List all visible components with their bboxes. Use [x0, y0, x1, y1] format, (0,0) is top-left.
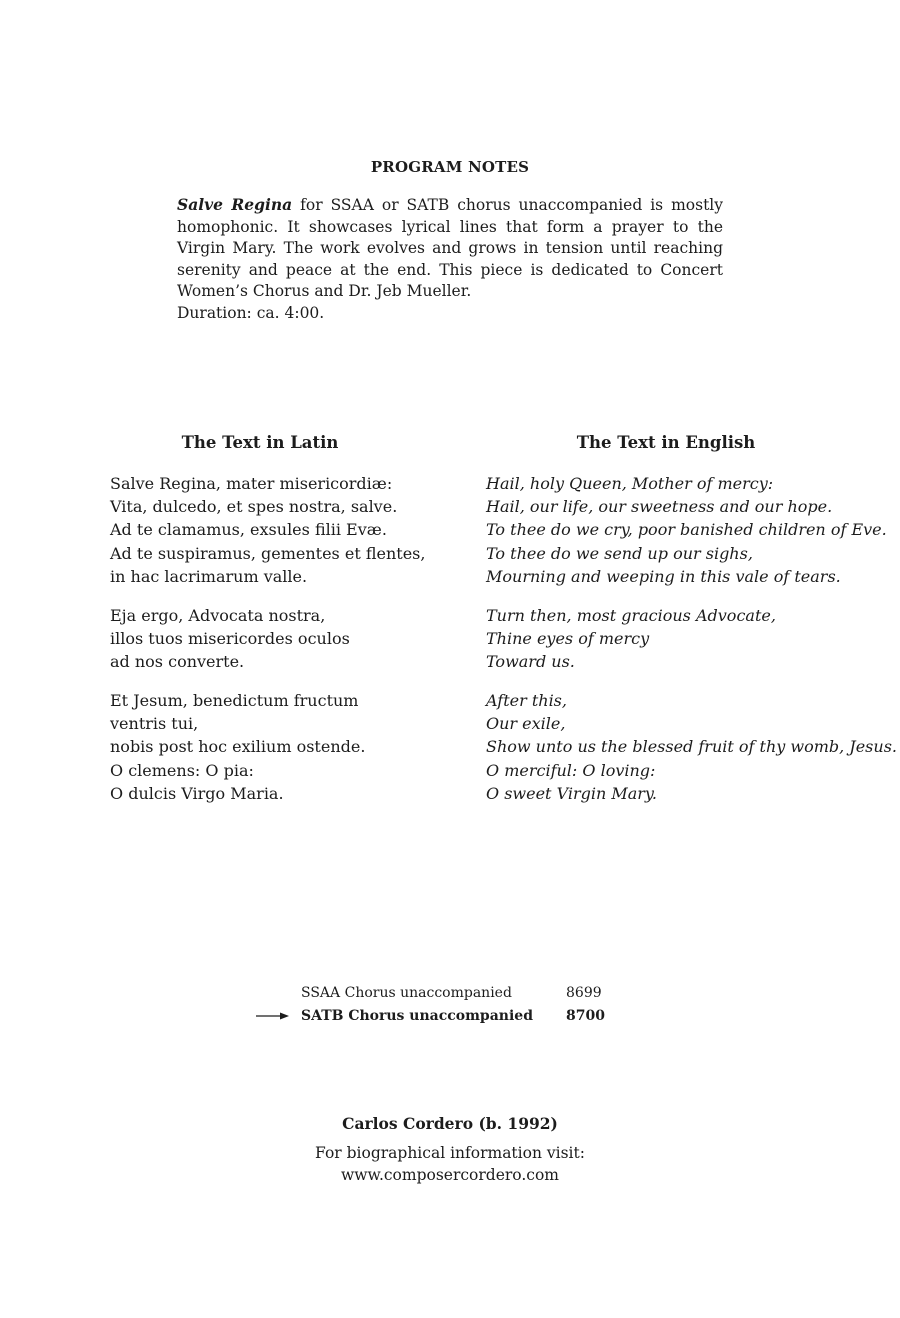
english-line: Thine eyes of mercy	[486, 629, 650, 649]
edition-row	[255, 983, 615, 1003]
program-notes-paragraph	[177, 194, 723, 324]
latin-line: O clemens: O pia:	[110, 760, 254, 780]
english-text-heading: The Text in English	[576, 433, 756, 452]
english-line: After this,	[486, 691, 567, 710]
work-title: Salve Regina	[177, 195, 293, 214]
english-line: Toward us.	[486, 652, 575, 672]
english-line: Mourning and weeping in this vale of tears.	[486, 566, 841, 586]
latin-line: Ad te clamamus, exsules filii Evæ.	[110, 520, 387, 540]
edition-number: 8699	[566, 985, 602, 1001]
edition-number: 8700	[566, 1008, 605, 1024]
english-stanza-2	[486, 604, 776, 674]
english-stanza-3	[486, 689, 897, 805]
english-line: To thee do we cry, poor banished children of Eve.	[486, 520, 887, 540]
english-line: Show unto us the blessed fruit of thy womb, Jesus.	[486, 737, 897, 757]
composer-name: Carlos Cordero (b. 1992)	[342, 1114, 558, 1133]
english-line: Our exile,	[486, 714, 566, 734]
english-line: O merciful: O loving:	[486, 760, 656, 780]
edition-label: SATB Chorus unaccompanied	[301, 1008, 533, 1024]
latin-line: O dulcis Virgo Maria.	[110, 783, 284, 803]
latin-line: Vita, dulcedo, et spes nostra, salve.	[110, 497, 398, 517]
program-notes-title: PROGRAM NOTES	[370, 158, 530, 176]
english-line: Turn then, most gracious Advocate,	[486, 606, 776, 625]
latin-stanza-3	[110, 689, 365, 805]
latin-stanza-2	[110, 604, 350, 674]
english-line: Hail, our life, our sweetness and our hope.	[486, 497, 833, 517]
latin-line: ventris tui,	[110, 714, 199, 734]
latin-line: in hac lacrimarum valle.	[110, 566, 308, 586]
english-line: Hail, holy Queen, Mother of mercy:	[486, 474, 774, 493]
english-line: To thee do we send up our sighs,	[486, 543, 753, 563]
duration-text: Duration: ca. 4:00.	[177, 303, 325, 322]
latin-stanza-1	[110, 472, 425, 588]
latin-line: illos tuos misericordes oculos	[110, 629, 350, 649]
bio-info-label: For biographical information visit:	[315, 1144, 585, 1162]
latin-line: Eja ergo, Advocata nostra,	[110, 606, 326, 625]
latin-line: nobis post hoc exilium ostende.	[110, 737, 366, 757]
composer-website-link[interactable]: www.composercordero.com	[340, 1166, 559, 1184]
edition-row-selected	[255, 1006, 615, 1026]
latin-line: Ad te suspiramus, gementes et flentes,	[110, 543, 426, 563]
program-notes-description: for SSAA or SATB chorus unaccompanied is mostly homophonic. It showcases lyrical lines that form a prayer to the Virgin Mary. The work evolves and grows in tension until reaching serenity and peace at the end. This piece is dedicated to Concert Women’s Chorus and Dr. Jeb Mueller.	[177, 196, 724, 300]
latin-line: Et Jesum, benedictum fructum	[110, 691, 359, 710]
latin-line: Salve Regina, mater misericordiæ:	[110, 474, 393, 493]
latin-text-heading: The Text in Latin	[181, 433, 339, 452]
english-stanza-1	[486, 472, 887, 588]
english-line: O sweet Virgin Mary.	[486, 783, 657, 803]
edition-label: SSAA Chorus unaccompanied	[301, 985, 512, 1001]
latin-line: ad nos converte.	[110, 652, 245, 672]
right-arrow-icon	[255, 1006, 291, 1032]
